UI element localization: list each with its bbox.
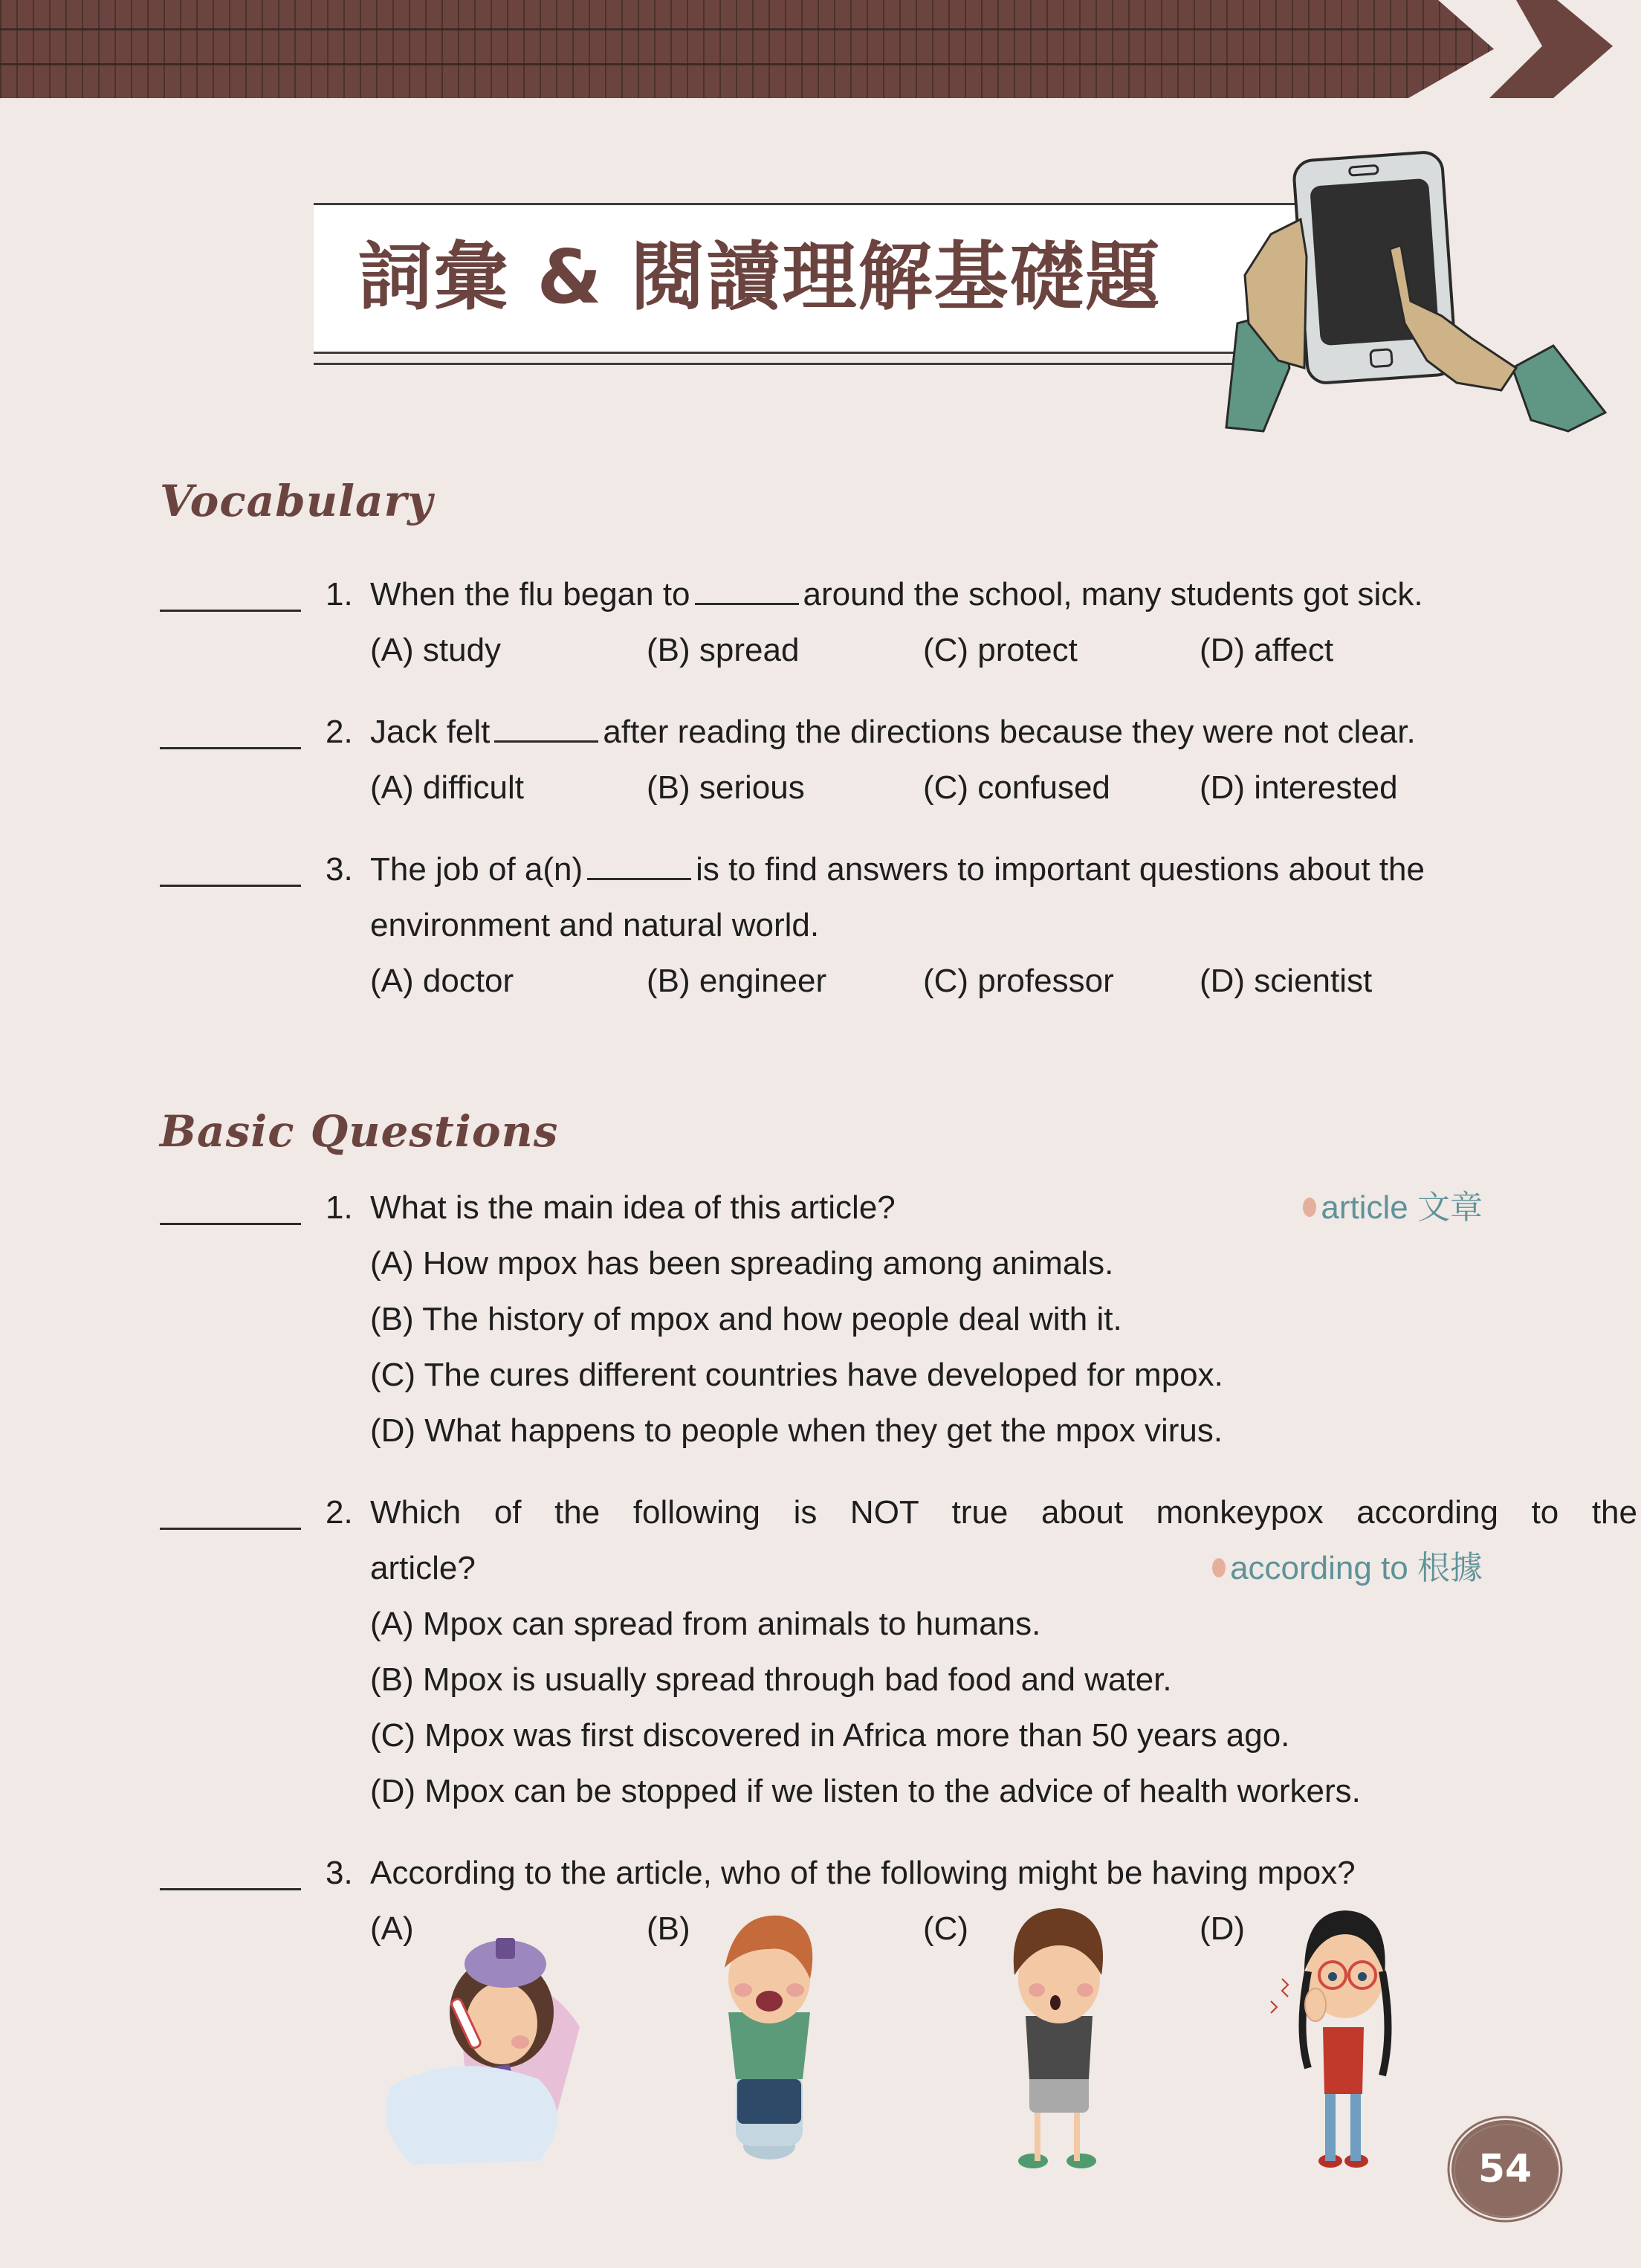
option-d: (D) affect [1200, 632, 1334, 668]
option-d: (D) interested [1200, 769, 1398, 806]
option-a: (A) doctor [370, 963, 514, 999]
question-text: Which of the following is NOT true about monkeypox according to the [370, 1494, 1637, 1531]
answer-blank[interactable] [160, 1528, 301, 1530]
option-d: (D) scientist [1200, 963, 1373, 999]
option-d: (D) Mpox can be stopped if we listen to the advice of health workers. [370, 1773, 1361, 1809]
top-banner [0, 0, 1641, 98]
answer-blank[interactable] [160, 1888, 301, 1890]
question-text: Jack felt after reading the directions because they were not clear. [370, 714, 1416, 750]
question-text-continuation: environment and natural world. [370, 907, 820, 943]
question-text-continuation: article? [370, 1550, 476, 1586]
question-number: 3. [326, 1855, 353, 1891]
option-a: (A) How mpox has been spreading among animals. [370, 1245, 1114, 1282]
option-d: (D) What happens to people when they get the mpox virus. [370, 1412, 1223, 1449]
page-number-badge [1446, 2113, 1564, 2226]
option-c: (C) [923, 1910, 969, 1947]
bullet-dot-icon [1212, 1558, 1226, 1577]
girl-with-toothache-icon [1252, 1904, 1423, 2172]
basic-question-3 [160, 1845, 1483, 2172]
fill-in-blank [494, 714, 598, 743]
option-a: (A) [370, 1910, 414, 1947]
option-b: (B) serious [647, 769, 805, 806]
page-number: 54 [1477, 2147, 1532, 2191]
boy-crying-on-toilet-icon [684, 1908, 855, 2168]
options-row [370, 622, 1476, 678]
option-c: (C) The cures different countries have developed for mpox. [370, 1357, 1223, 1393]
option-b: (B) spread [647, 632, 800, 668]
question-number: 1. [326, 1189, 353, 1226]
question-text: What is the main idea of this article? [370, 1189, 896, 1226]
page-title: 詞彙 & 閱讀理解基礎題 [357, 233, 1162, 320]
option-d: (D) [1200, 1910, 1246, 1947]
section-heading-vocabulary: Vocabulary [160, 476, 433, 526]
boy-with-stomachache-icon [974, 1904, 1145, 2172]
vocab-gloss: according to 根據 [1212, 1540, 1483, 1596]
girl-in-bed-with-fever-icon [368, 1916, 621, 2168]
answer-blank[interactable] [160, 610, 301, 612]
question-text: According to the article, who of the following might be having mpox? [370, 1855, 1356, 1891]
banner-grid-band [0, 0, 1494, 98]
answer-blank[interactable] [160, 747, 301, 749]
options-row [370, 760, 1476, 815]
options-row [370, 953, 1476, 1009]
option-a: (A) study [370, 632, 502, 668]
bullet-dot-icon [1303, 1198, 1316, 1217]
option-c: (C) Mpox was first discovered in Africa more than 50 years ago. [370, 1717, 1290, 1754]
question-number: 1. [326, 576, 353, 613]
question-number: 3. [326, 851, 353, 888]
option-b: (B) Mpox is usually spread through bad food and water. [370, 1661, 1172, 1698]
fill-in-blank [695, 576, 799, 605]
answer-blank[interactable] [160, 885, 301, 887]
option-c: (C) professor [923, 963, 1114, 999]
vocab-question-3 [160, 841, 1483, 1009]
option-a: (A) Mpox can spread from animals to humans. [370, 1606, 1041, 1642]
question-text: The job of a(n) is to find answers to important questions about the [370, 851, 1425, 888]
answer-blank[interactable] [160, 1223, 301, 1225]
option-a: (A) difficult [370, 769, 525, 806]
option-c: (C) confused [923, 769, 1110, 806]
question-number: 2. [326, 714, 353, 750]
hands-holding-tablet-icon [1219, 145, 1616, 435]
fill-in-blank [587, 851, 691, 880]
question-text: When the flu began to around the school, many students got sick. [370, 576, 1423, 613]
vocab-question-2 [160, 704, 1483, 815]
option-c: (C) protect [923, 632, 1078, 668]
vocab-gloss: article 文章 [1303, 1180, 1483, 1235]
section-heading-basic-questions: Basic Questions [160, 1106, 559, 1157]
basic-question-2 [160, 1484, 1637, 1819]
chevron-right-icon [1486, 0, 1641, 98]
basic-question-1 [160, 1180, 1483, 1462]
question-number: 2. [326, 1494, 353, 1531]
option-b: (B) [647, 1910, 690, 1947]
vocab-question-1 [160, 566, 1483, 678]
option-b: (B) The history of mpox and how people deal with it. [370, 1301, 1122, 1337]
option-b: (B) engineer [647, 963, 827, 999]
page-title-box [314, 203, 1302, 354]
